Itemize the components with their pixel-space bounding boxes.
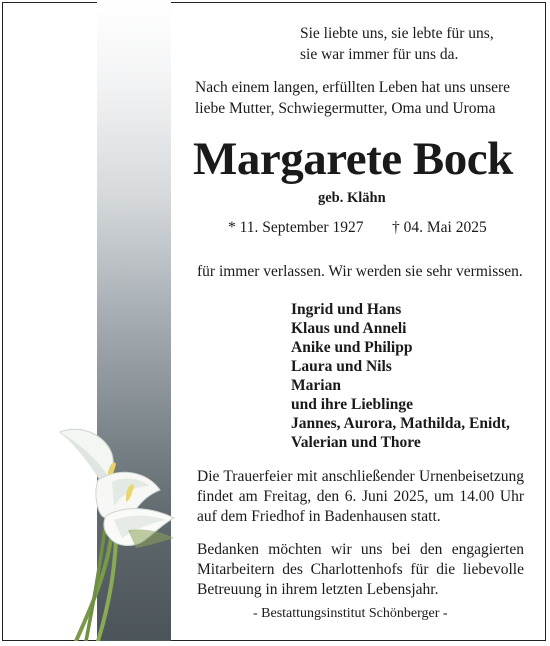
family-entry: Laura und Nils	[291, 358, 392, 375]
family-entry: Jannes, Aurora, Mathilda, Enidt,	[291, 415, 510, 432]
birth-date: * 11. September 1927	[228, 219, 364, 236]
maiden-name: geb. Klähn	[318, 190, 386, 206]
funeral-paragraph: Die Trauerfeier mit anschließender Urnenbeisetzung findet am Freitag, den 6. Juni 2025, um 14.00 Uhr auf dem Friedhof in Badenhausen statt.	[197, 468, 524, 525]
thanks-paragraph: Bedanken möchten wir uns bei den engagierten Mitarbeitern des Charlottenhofs für die liebevolle Betreuung in ihrem letzten Lebensjahr.	[197, 541, 524, 598]
intro-verse	[300, 23, 494, 65]
undertaker-signature: - Bestattungsinstitut Schönberger -	[253, 606, 448, 621]
family-entry: Marian	[291, 377, 341, 394]
family-entry: Ingrid und Hans	[291, 301, 402, 318]
family-entry: Anike und Philipp	[291, 339, 413, 356]
family-entry: Valerian und Thore	[291, 434, 421, 451]
farewell-message: für immer verlassen. Wir werden sie sehr vermissen.	[197, 263, 523, 280]
intro-line-1: Sie liebte uns, sie lebte für uns,	[300, 25, 494, 42]
lead-text	[195, 77, 510, 119]
calla-lily-image	[50, 420, 190, 641]
death-date: † 04. Mai 2025	[392, 219, 487, 236]
lead-line-2: liebe Mutter, Schwiegermutter, Oma und Uroma	[195, 100, 496, 117]
intro-line-2: sie war immer für uns da.	[300, 46, 459, 63]
family-entry: Klaus und Anneli	[291, 320, 407, 337]
family-entry: und ihre Lieblinge	[291, 396, 414, 413]
lead-line-1: Nach einem langen, erfüllten Leben hat uns unsere	[195, 79, 511, 96]
family-list	[291, 300, 510, 452]
deceased-name: Margarete Bock	[193, 133, 513, 185]
